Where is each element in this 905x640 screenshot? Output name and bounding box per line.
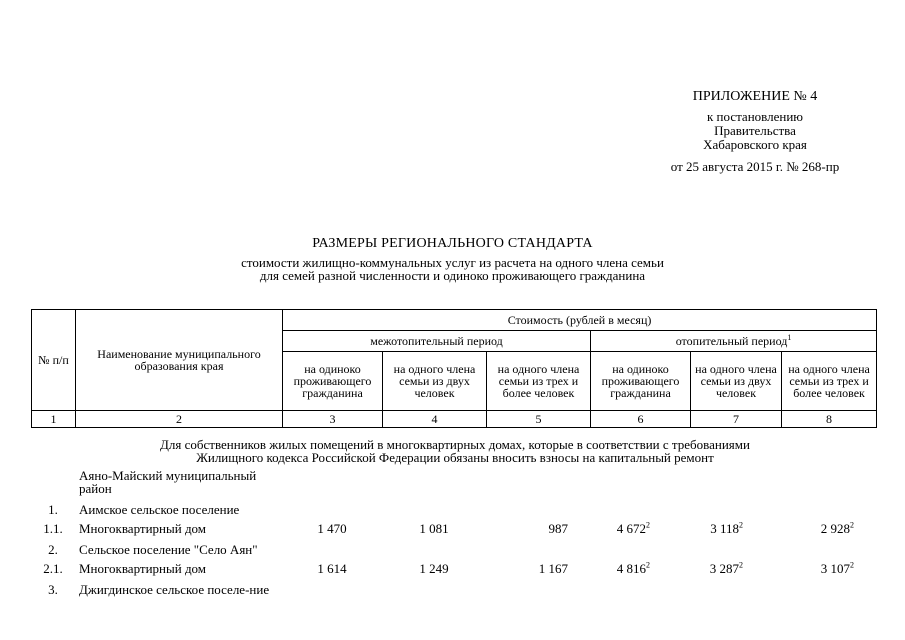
row-value [382,583,486,613]
value-text: 3 287 [709,561,739,576]
value-text: 1 470 [317,521,347,536]
document-title: РАЗМЕРЫ РЕГИОНАЛЬНОГО СТАНДАРТА [312,236,593,251]
row-value [590,469,690,503]
row-value [690,583,781,613]
row-value [690,562,781,583]
row-value [486,503,590,522]
row-number: 2.1. [43,561,63,576]
value-text: 3 118 [710,521,739,536]
row-number: 1. [48,502,58,517]
data-table [31,469,876,613]
row-value [690,543,781,562]
row-value [382,562,486,583]
row-name: Многоквартирный дом [79,561,207,576]
row-value [382,543,486,562]
row-number [31,469,75,503]
table-row [31,562,876,583]
value-text: 1 614 [317,561,347,576]
header-period-off: межотопительный период [283,331,591,352]
row-value [590,543,690,562]
header-cost: Стоимость (рублей в месяц) [283,310,877,331]
row-value [590,583,690,613]
table-row [31,522,876,543]
row-name: Сельское поселение "Село Аян" [79,542,258,557]
appendix-date: от 25 августа 2015 г. № 268-пр [670,159,840,174]
column-number: 3 [283,411,383,428]
row-value [382,522,486,543]
document-subtitle [0,256,905,282]
value-text: 1 081 [419,521,449,536]
appendix-line: Хабаровского края [703,137,807,152]
row-value [486,543,590,562]
appendix-block [640,90,870,174]
row-value [282,562,382,583]
section-note-line: Для собственников жилых помещений в многоквартирных домах, которые в соответствии с требованиями [160,437,750,452]
value-text: 3 107 [820,561,850,576]
table-row [31,583,876,613]
footnote-mark: 2 [646,560,650,570]
row-number: 2. [48,542,58,557]
row-value [781,522,876,543]
header-sub: на одного члена семьи из трех и более человек [487,352,591,411]
footnote-mark: 2 [739,520,743,530]
appendix-line: к постановлению [706,109,804,124]
row-value [282,469,382,503]
row-value [486,522,590,543]
header-name: Наименование муниципального образования края [76,310,283,411]
data-rows [31,469,876,613]
row-value [781,469,876,503]
table-row [31,469,876,503]
value-text: 1 249 [419,561,449,576]
value-text: 4 672 [616,521,646,536]
row-value [590,562,690,583]
row-value [486,469,590,503]
column-number: 5 [487,411,591,428]
row-value [282,543,382,562]
row-name: Многоквартирный дом [79,521,207,536]
subtitle-line: стоимости жилищно-коммунальных услуг из расчета на одного члена семьи [241,255,664,270]
row-value [590,503,690,522]
footnote-mark: 2 [850,560,854,570]
section-note [40,438,870,464]
row-value [690,522,781,543]
value-text: 1 167 [538,561,568,576]
row-name: Аяно-Майский муниципальный район [79,468,257,496]
header-sub: на одного члена семьи из двух человек [691,352,782,411]
header-sub: на одного члена семьи из трех и более человек [782,352,877,411]
footnote-mark: 1 [787,333,792,342]
row-value [282,503,382,522]
footnote-mark: 2 [646,520,650,530]
row-value [282,522,382,543]
column-number: 8 [782,411,877,428]
row-value [690,503,781,522]
column-number: 7 [691,411,782,428]
row-value [486,562,590,583]
header-sub: на одного члена семьи из двух человек [383,352,487,411]
table-row [31,543,876,562]
header-num: № п/п [32,310,76,411]
value-text: 2 928 [820,521,850,536]
section-note-line: Жилищного кодекса Российской Федерации обязаны вносить взносы на капитальный ремонт [196,450,714,465]
column-number: 4 [383,411,487,428]
footnote-mark: 2 [850,520,854,530]
row-value [781,503,876,522]
column-number: 1 [32,411,76,428]
column-number: 2 [76,411,283,428]
subtitle-line: для семей разной численности и одиноко проживающего гражданина [259,268,646,283]
row-name: Джигдинское сельское поселе-ние [79,582,270,597]
header-period-heat-label: отопительный период [675,334,788,348]
header-sub: на одиноко проживающего гражданина [283,352,383,411]
row-value [382,503,486,522]
row-value [382,469,486,503]
row-value [590,522,690,543]
appendix-title: ПРИЛОЖЕНИЕ № 4 [692,89,818,104]
row-number: 1.1. [43,521,63,536]
header-sub: на одиноко проживающего гражданина [591,352,691,411]
row-value [486,583,590,613]
row-value [781,562,876,583]
row-number: 3. [48,582,58,597]
appendix-line: Правительства [714,123,796,138]
row-value [282,583,382,613]
header-table [31,309,877,428]
value-text: 987 [548,521,568,536]
value-text: 4 816 [616,561,646,576]
header-period-heat [591,331,877,352]
row-value [690,469,781,503]
row-name: Аимское сельское поселение [79,502,240,517]
row-value [781,543,876,562]
column-number: 6 [591,411,691,428]
row-value [781,583,876,613]
table-row [31,503,876,522]
footnote-mark: 2 [739,560,743,570]
